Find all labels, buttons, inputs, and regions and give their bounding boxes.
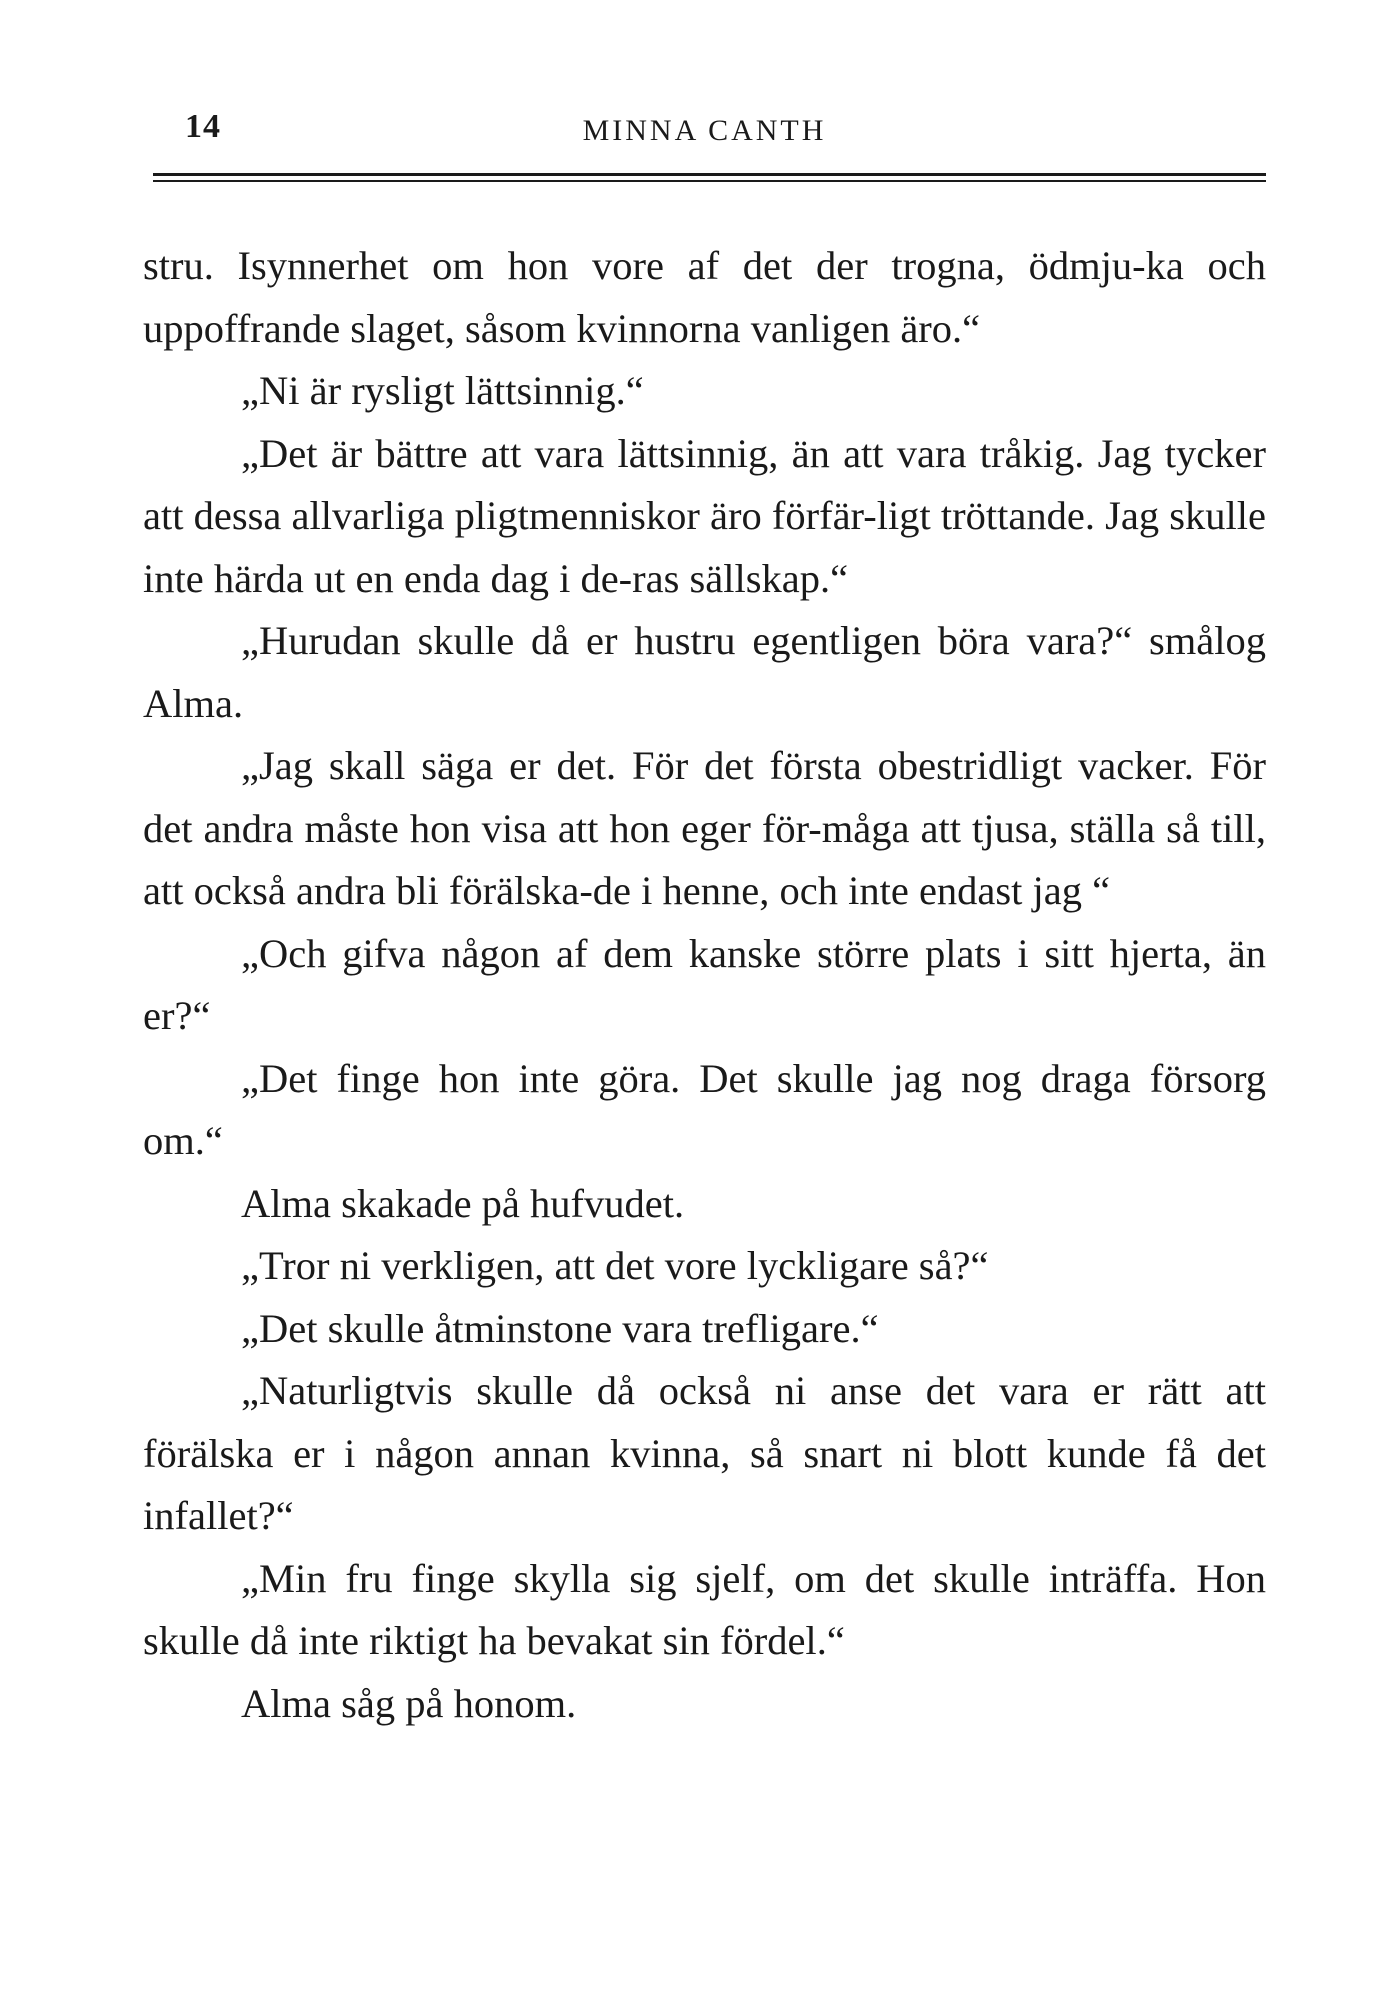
paragraph: „Och gifva någon af dem kanske större plats i sitt hjerta, än er?“: [143, 930, 1266, 1038]
paragraph: stru. Isynnerhet om hon vore af det der trogna, ödmju-ka och uppoffrande slaget, såsom kvinnorna vanligen äro.“: [143, 243, 1266, 351]
paragraph: „Jag skall säga er det. För det första obestridligt vacker. För det andra måste hon visa att hon eger för-måga att tjusa, ställa så till, att också andra bli förälska-de i henne, och inte endast jag “: [143, 743, 1266, 913]
paragraph: Alma skakade på hufvudet.: [241, 1180, 685, 1226]
paragraph: „Hurudan skulle då er hustru egentligen böra vara?“ smålog Alma.: [143, 618, 1266, 726]
paragraph: „Det finge hon inte göra. Det skulle jag nog draga försorg om.“: [143, 1055, 1266, 1163]
paragraph: „Naturligtvis skulle då också ni anse det vara er rätt att förälska er i någon annan kvinna, så snart ni blott kunde få det infallet?“: [143, 1368, 1266, 1538]
header-rule-thin: [153, 180, 1266, 182]
body-text: [143, 235, 1266, 1735]
paragraph: „Min fru finge skylla sig sjelf, om det skulle inträffa. Hon skulle då inte riktigt ha bevakat sin fördel.“: [143, 1555, 1266, 1663]
paragraph: „Ni är rysligt lättsinnig.“: [241, 368, 644, 413]
paragraph: Alma såg på honom.: [241, 1680, 577, 1726]
paragraph: „Det skulle åtminstone vara trefligare.“: [241, 1305, 879, 1351]
paragraph: „Det är bättre att vara lättsinnig, än att vara tråkig. Jag tycker att dessa allvarliga pligtmenniskor äro förfär-ligt tröttande. Jag skulle inte härda ut en enda dag i de-ras sällskap.“: [143, 430, 1266, 601]
paragraph: „Tror ni verkligen, att det vore lyckligare så?“: [241, 1243, 989, 1288]
page-number: 14: [185, 108, 221, 145]
running-head: [143, 100, 1266, 150]
running-title: MINNA CANTH: [582, 114, 827, 147]
header-rule-thick: [153, 173, 1266, 176]
